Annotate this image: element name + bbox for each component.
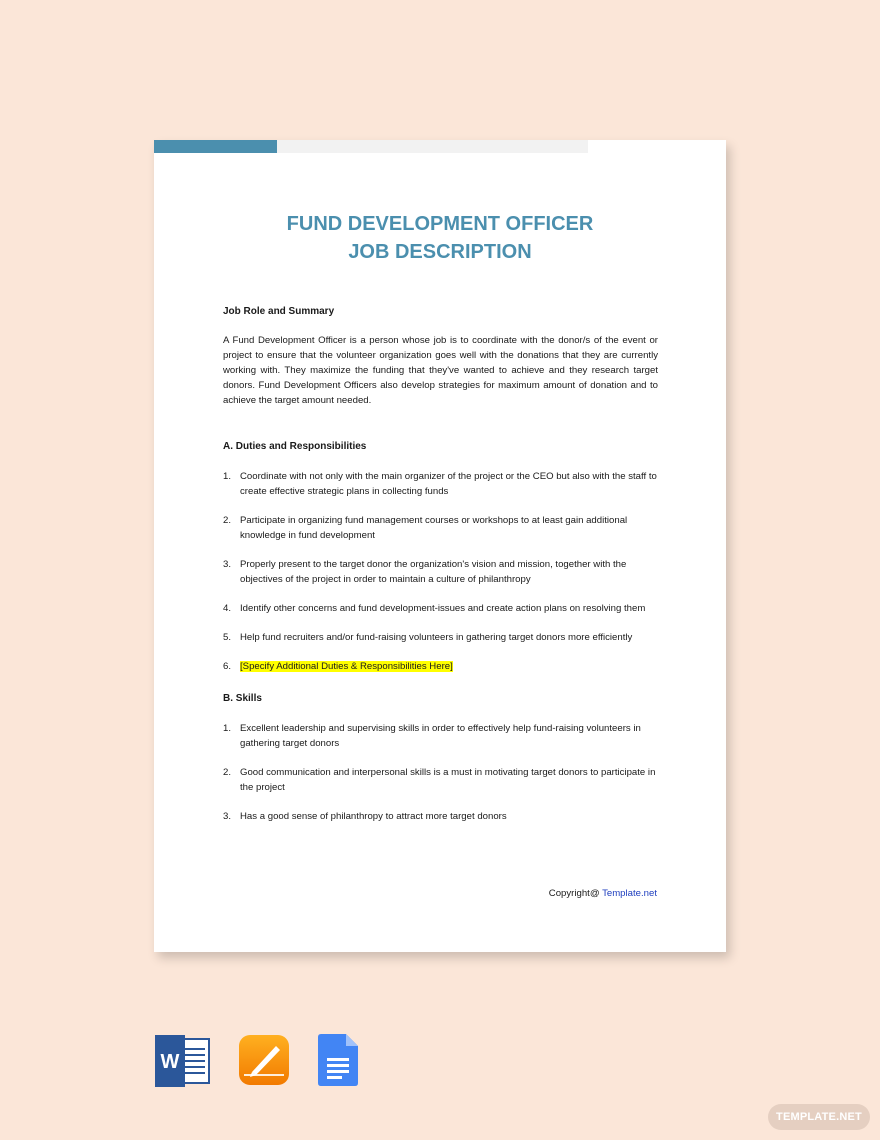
duties-heading: A. Duties and Responsibilities bbox=[223, 441, 367, 452]
copyright-line bbox=[549, 888, 657, 899]
list-item: 6. [Specify Additional Duties & Responsibilities Here] bbox=[223, 661, 453, 672]
template-net-badge[interactable]: TEMPLATE.NET bbox=[768, 1104, 870, 1130]
title-line-2: JOB DESCRIPTION bbox=[348, 241, 532, 263]
document-title bbox=[154, 210, 726, 266]
summary-paragraph: A Fund Development Officer is a person whose job is to coordinate with the donor/s of the event or project to ensure that the volunteer organization goes well with the donations that they are currently working with. They maximize the funding that they've wanted to achieve and they research target donors. Fund Development Officers also develop strategies for maximum amount of donation and to achieve the target amount needed. bbox=[223, 335, 658, 406]
svg-text:W: W bbox=[160, 1051, 180, 1073]
placeholder-highlight[interactable]: [Specify Additional Duties & Responsibilities Here] bbox=[240, 661, 453, 672]
copyright-label: Copyright@ bbox=[548, 888, 603, 899]
list-item: 1. Excellent leadership and supervising skills in order to effectively help fund-raising volunteers in gathering target donors bbox=[223, 723, 641, 749]
list-item: 3. Has a good sense of philanthropy to attract more target donors bbox=[223, 811, 507, 822]
header-light-bar bbox=[277, 140, 588, 153]
list-item: 4. Identify other concerns and fund development-issues and create action plans on resolving them bbox=[223, 603, 646, 614]
document-body bbox=[223, 304, 658, 838]
copyright-link[interactable]: Template.net bbox=[602, 888, 657, 899]
google-docs-icon[interactable] bbox=[318, 1034, 358, 1091]
list-item: 3. Properly present to the target donor the organization's vision and mission, together with the objectives of the project in order to maintain a culture of philanthropy bbox=[223, 559, 627, 585]
list-item: 2. Good communication and interpersonal skills is a must in motivating target donors to participate in the project bbox=[223, 767, 656, 793]
skills-heading: B. Skills bbox=[223, 693, 262, 704]
list-item: 1. Coordinate with not only with the main organizer of the project or the CEO but also with the staff to create effective strategic plans in collecting funds bbox=[223, 471, 657, 497]
list-item: 5. Help fund recruiters and/or fund-raising volunteers in gathering target donors more efficiently bbox=[223, 632, 633, 643]
skills-list bbox=[223, 721, 658, 824]
word-icon[interactable] bbox=[155, 1035, 211, 1092]
list-item: 2. Participate in organizing fund management courses or workshops to at least gain additional knowledge in fund development bbox=[223, 515, 628, 541]
pages-icon[interactable] bbox=[238, 1034, 290, 1091]
document-page bbox=[154, 140, 726, 952]
title-line-1: FUND DEVELOPMENT OFFICER bbox=[286, 213, 594, 235]
duties-list bbox=[223, 469, 658, 674]
summary-heading: Job Role and Summary bbox=[223, 306, 335, 317]
header-accent-bar bbox=[154, 140, 277, 153]
